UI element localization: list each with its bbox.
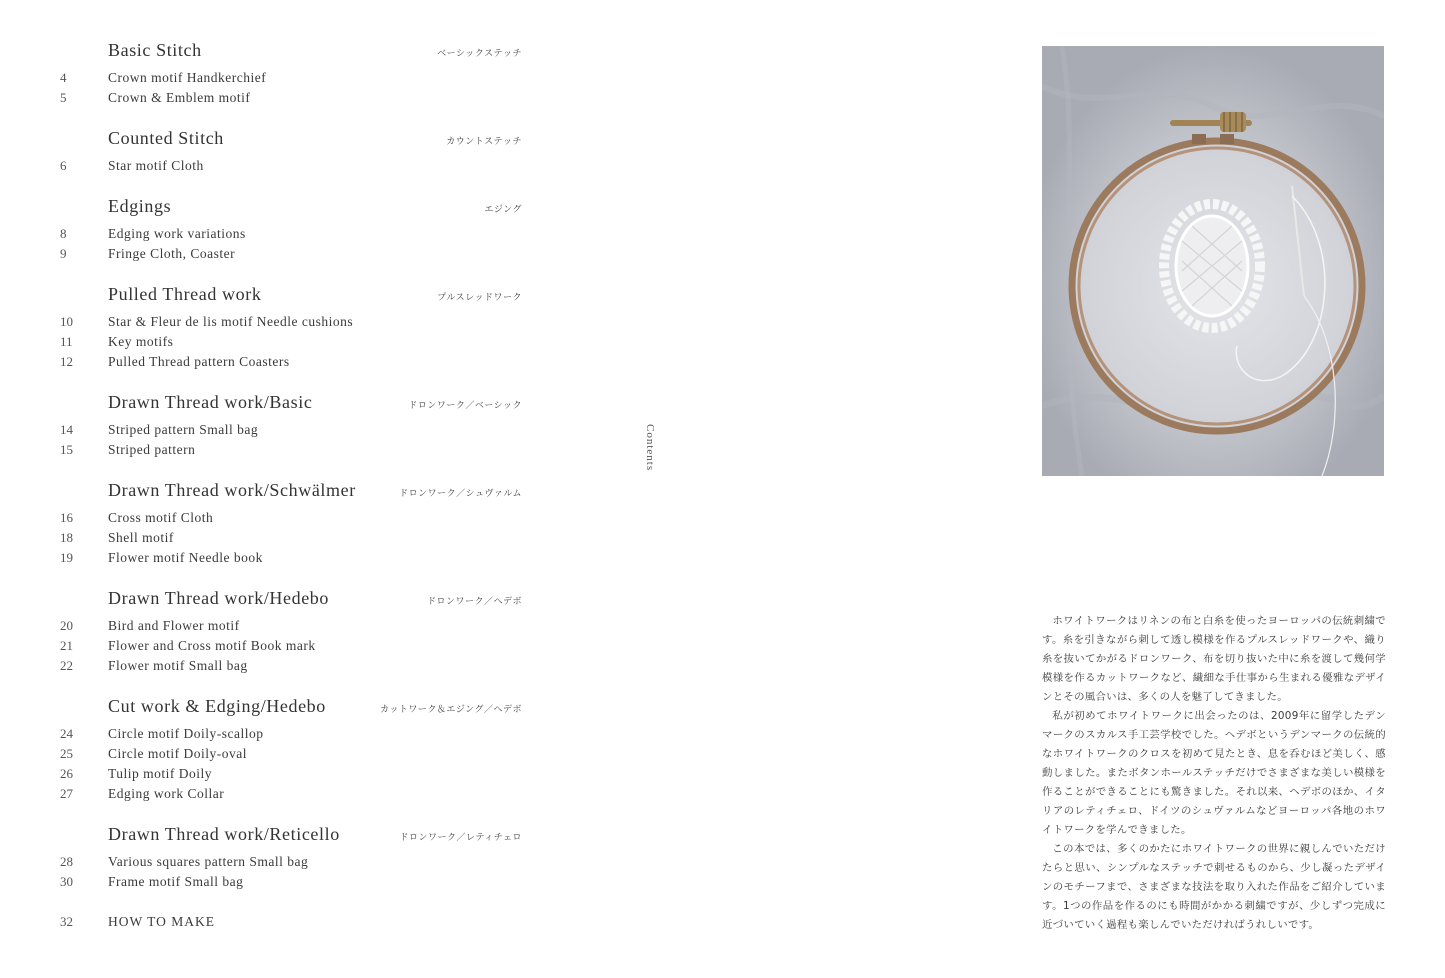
toc-section: [56, 696, 522, 804]
embroidery-hoop-photo: [1042, 46, 1384, 476]
toc-entry: [56, 724, 522, 744]
entry-title: Circle motif Doily-scallop: [108, 726, 264, 741]
entry-title: Striped pattern: [108, 442, 196, 457]
section-title: Pulled Thread work: [108, 284, 262, 304]
page-number: 16: [60, 510, 73, 525]
page-number: 19: [60, 550, 73, 565]
toc-entry: [56, 636, 522, 656]
toc-entry: [56, 872, 522, 892]
entry-title: Crown & Emblem motif: [108, 90, 251, 105]
toc-entry: [56, 332, 522, 352]
page-number: 5: [60, 90, 67, 105]
table-of-contents: [56, 40, 522, 932]
intro-paragraph: この本では、多くのかたにホワイトワークの世界に親しんでいただけたらと思い、シンプルなステッチで刺せるものから、少し凝ったデザインのモチーフまで、さまざまな技法を取り入れた作品をご紹介しています。1つの作品を作るのにも時間がかかる刺繍ですが、少しずつ完成に近づいていく過程も楽しんでいただければうれしいです。: [1042, 843, 1386, 931]
page-number: 4: [60, 70, 67, 85]
section-title: Counted Stitch: [108, 128, 224, 148]
page-number: 12: [60, 354, 73, 369]
page-number: 32: [60, 914, 73, 929]
section-title: Cut work & Edging/Hedebo: [108, 696, 326, 716]
section-heading: [108, 824, 522, 852]
entry-title: Flower and Cross motif Book mark: [108, 638, 316, 653]
section-title: Drawn Thread work/Schwälmer: [108, 480, 356, 500]
page-number: 10: [60, 314, 73, 329]
toc-entry: [56, 508, 522, 528]
toc-section: [56, 40, 522, 108]
introduction-text: [1042, 612, 1386, 935]
toc-entry: [56, 244, 522, 264]
toc-section: [56, 588, 522, 676]
intro-paragraph: 私が初めてホワイトワークに出会ったのは、2009年に留学したデンマークのスカルス手工芸学校でした。ヘデボというデンマークの伝統的なホワイトワークのクロスを初めて見たとき、息を呑むほど美しく、感動しました。またボタンホールステッチだけでさまざまな美しい模様を作ることができることにも驚きました。それ以来、ヘデボのほか、イタリアのレティチェロ、ドイツのシュヴァルムなどヨーロッパ各地のホワイトワークを学んできました。: [1042, 710, 1386, 836]
toc-section: [56, 284, 522, 372]
entry-title: Cross motif Cloth: [108, 510, 214, 525]
section-title-japanese: エジング: [484, 205, 522, 215]
toc-entry: [56, 88, 522, 108]
section-heading: [108, 392, 522, 420]
page-number: 25: [60, 746, 73, 761]
section-heading: [108, 696, 522, 724]
section-heading: [108, 588, 522, 616]
toc-entry: [56, 784, 522, 804]
section-title: Drawn Thread work/Reticello: [108, 824, 340, 844]
toc-entry: [56, 548, 522, 568]
page-number: 30: [60, 874, 73, 889]
toc-entry: [56, 744, 522, 764]
entry-title: HOW TO MAKE: [108, 914, 216, 929]
toc-entry: [56, 156, 522, 176]
entry-title: Star motif Cloth: [108, 158, 204, 173]
toc-entry: [56, 440, 522, 460]
toc-entry-how-to-make: [56, 912, 522, 932]
entry-title: Bird and Flower motif: [108, 618, 240, 633]
toc-entry: [56, 352, 522, 372]
toc-entry: [56, 420, 522, 440]
toc-entry: [56, 312, 522, 332]
section-title: Drawn Thread work/Basic: [108, 392, 313, 412]
section-title-japanese: カウントステッチ: [446, 137, 522, 147]
page-number: 8: [60, 226, 67, 241]
section-title-japanese: ドロンワーク／ヘデボ: [426, 597, 522, 607]
entry-title: Shell motif: [108, 530, 174, 545]
entry-title: Circle motif Doily-oval: [108, 746, 247, 761]
section-heading: [108, 480, 522, 508]
toc-entry: [56, 528, 522, 548]
page-number: 22: [60, 658, 73, 673]
section-title: Edgings: [108, 196, 172, 216]
toc-section: [56, 824, 522, 892]
entry-title: Edging work Collar: [108, 786, 225, 801]
page-number: 21: [60, 638, 73, 653]
toc-entry: [56, 68, 522, 88]
page-number: 20: [60, 618, 73, 633]
page-number: 27: [60, 786, 73, 801]
entry-title: Pulled Thread pattern Coasters: [108, 354, 290, 369]
toc-entry: [56, 852, 522, 872]
section-title-japanese: ドロンワーク／ベーシック: [408, 401, 522, 411]
section-title-japanese: プルスレッドワーク: [437, 293, 522, 303]
page-number: 6: [60, 158, 67, 173]
entry-title: Crown motif Handkerchief: [108, 70, 267, 85]
entry-title: Key motifs: [108, 334, 174, 349]
entry-title: Various squares pattern Small bag: [108, 854, 309, 869]
intro-paragraph: ホワイトワークはリネンの布と白糸を使ったヨーロッパの伝統刺繍です。糸を引きながら刺して透し模様を作るプルスレッドワークや、織り糸を抜いてかがるドロンワーク、布を切り抜いた中に糸を渡して幾何学模様を作るカットワークなど、繊細な手仕事から生まれる優雅なデザインとその風合いは、多くの人を魅了してきました。: [1042, 615, 1386, 703]
toc-entry: [56, 224, 522, 244]
embroidery-hoop-illustration: [1042, 46, 1384, 476]
section-title-japanese: カットワーク＆エジング／ヘデボ: [379, 705, 522, 715]
toc-entry: [56, 656, 522, 676]
entry-title: Star & Fleur de lis motif Needle cushions: [108, 314, 354, 329]
toc-entry: [56, 616, 522, 636]
toc-section: [56, 392, 522, 460]
entry-title: Striped pattern Small bag: [108, 422, 259, 437]
section-heading: [108, 128, 522, 156]
page-number: 14: [60, 422, 73, 437]
entry-title: Tulip motif Doily: [108, 766, 213, 781]
toc-section: [56, 480, 522, 568]
page-number: 11: [60, 334, 73, 349]
section-title-japanese: ドロンワーク／シュヴァルム: [399, 489, 522, 499]
section-heading: [108, 284, 522, 312]
section-heading: [108, 40, 522, 68]
page-number: 28: [60, 854, 73, 869]
entry-title: Fringe Cloth, Coaster: [108, 246, 236, 261]
page-number: 18: [60, 530, 73, 545]
running-title: Contents: [644, 424, 656, 472]
section-title: Basic Stitch: [108, 40, 202, 60]
toc-section: [56, 128, 522, 176]
entry-title: Frame motif Small bag: [108, 874, 244, 889]
toc-section: [56, 196, 522, 264]
section-heading: [108, 196, 522, 224]
entry-title: Flower motif Small bag: [108, 658, 248, 673]
entry-title: Flower motif Needle book: [108, 550, 263, 565]
page-number: 26: [60, 766, 73, 781]
section-title-japanese: ベーシックステッチ: [437, 49, 522, 59]
toc-entry: [56, 764, 522, 784]
page-number: 15: [60, 442, 73, 457]
entry-title: Edging work variations: [108, 226, 246, 241]
section-title: Drawn Thread work/Hedebo: [108, 588, 329, 608]
page-number: 9: [60, 246, 67, 261]
section-title-japanese: ドロンワーク／レティチェロ: [399, 833, 522, 843]
page-number: 24: [60, 726, 73, 741]
